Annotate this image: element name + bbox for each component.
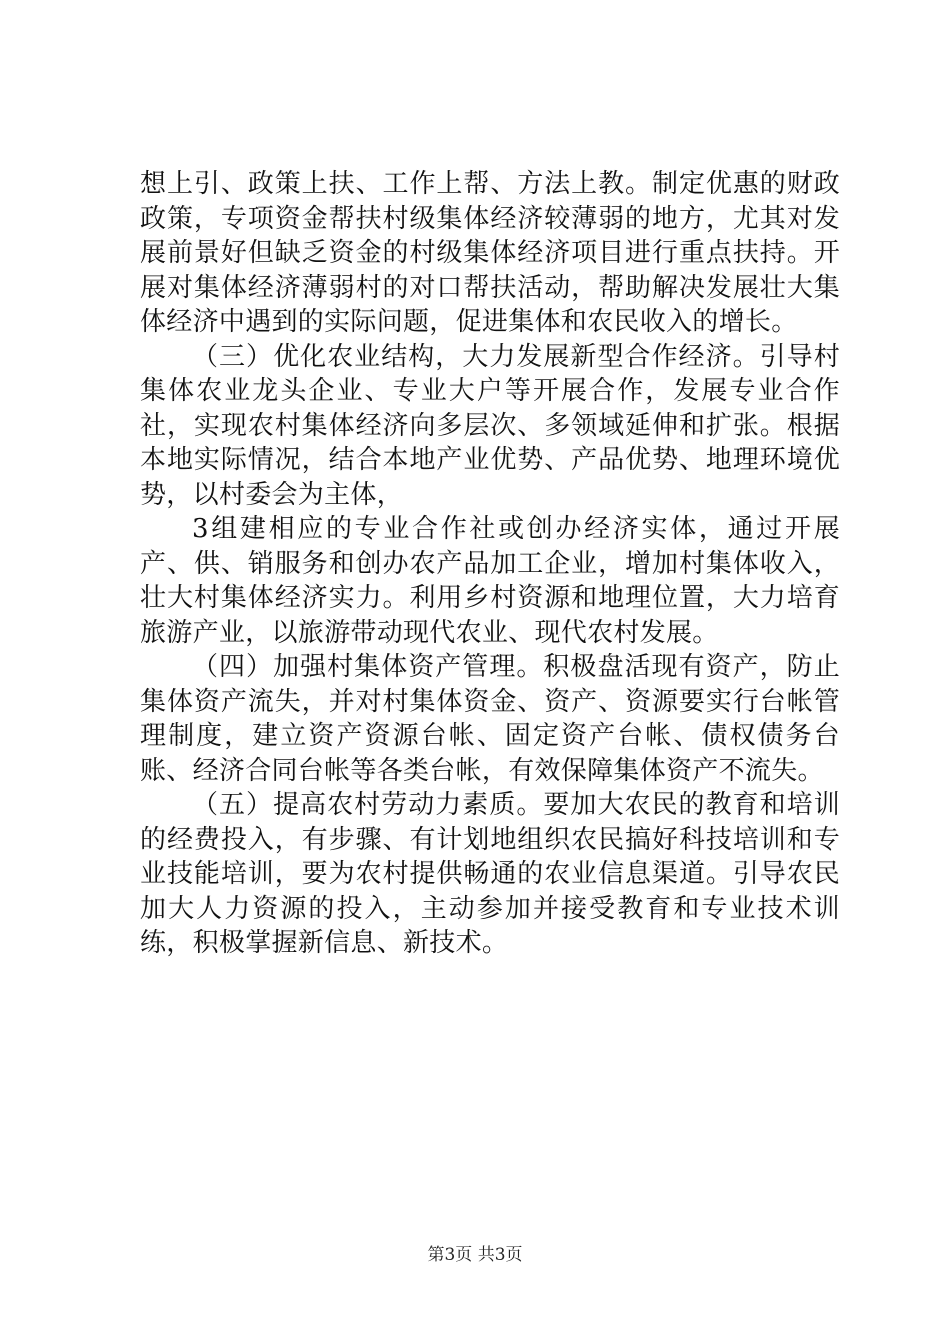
paragraph-continuation: 想上引、政策上扶、工作上帮、方法上教。制定优惠的财政政策，专项资金帮扶村级集体经济较薄弱的地方，尤其对发展前景好但缺乏资金的村级集体经济项目进行重点扶持。开展对集体经济薄弱村的对口帮扶活动，帮助解决发展壮大集体经济中遇到的实际问题，促进集体和农民收入的增长。 bbox=[140, 169, 840, 337]
paragraph-section-3: （三）优化农业结构，大力发展新型合作经济。引导村集体农业龙头企业、专业大户等开展合作，发展专业合作社，实现农村集体经济向多层次、多领域延伸和扩张。根据本地实际情况，结合本地产业优势、产品优势、地理环境优势，以村委会为主体， bbox=[140, 341, 840, 510]
page-footer bbox=[0, 1244, 950, 1266]
paragraph-section-3-continued: 3组建相应的专业合作社或创办经济实体，通过开展产、供、销服务和创办农产品加工企业，增加村集体收入，壮大村集体经济实力。利用乡村资源和地理位置，大力培育旅游产业，以旅游带动现代农业、现代农村发展。 bbox=[140, 514, 840, 648]
page-number: 第3页 共3页 bbox=[427, 1245, 523, 1265]
paragraph-section-4: （四）加强村集体资产管理。积极盘活现有资产，防止集体资产流失，并对村集体资金、资产、资源要实行台帐管理制度，建立资产资源台帐、固定资产台帐、债权债务台账、经济合同台帐等各类台帐，有效保障集体资产不流失。 bbox=[140, 652, 840, 786]
paragraph-section-5: （五）提高农村劳动力素质。要加大农民的教育和培训的经费投入，有步骤、有计划地组织农民搞好科技培训和专业技能培训，要为农村提供畅通的农业信息渠道。引导农民加大人力资源的投入，主动参加并接受教育和专业技术训练，积极掌握新信息、新技术。 bbox=[140, 790, 840, 958]
document-body bbox=[140, 167, 840, 961]
